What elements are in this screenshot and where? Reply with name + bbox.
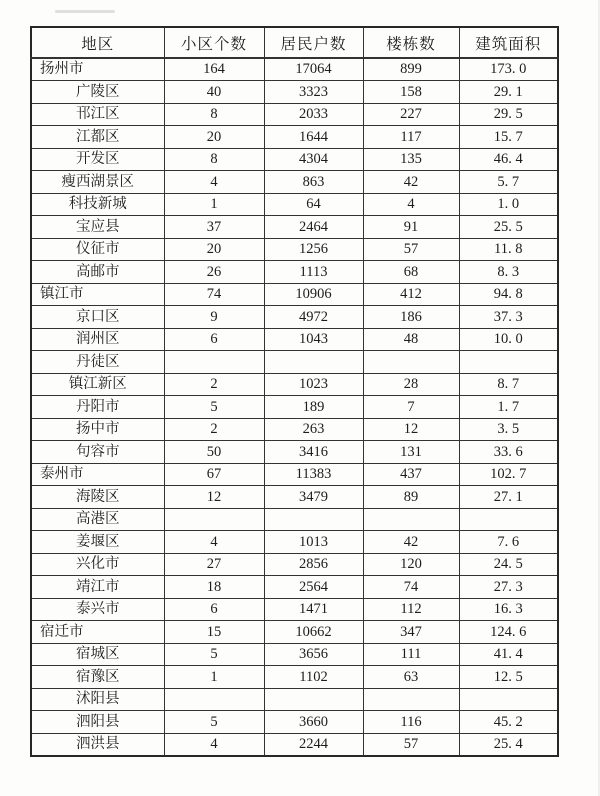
building-count-cell: 112 bbox=[363, 598, 459, 621]
floor-area-cell: 173. 0 bbox=[459, 58, 558, 81]
table-header bbox=[31, 27, 558, 58]
region-name-cell: 丹徒区 bbox=[31, 351, 164, 374]
region-name-cell: 泰兴市 bbox=[31, 598, 164, 621]
building-count-cell: 89 bbox=[363, 486, 459, 509]
table-row bbox=[31, 666, 558, 689]
floor-area-cell: 102. 7 bbox=[459, 463, 558, 486]
table-row bbox=[31, 508, 558, 531]
building-count-cell: 7 bbox=[363, 396, 459, 419]
region-name-cell: 高邮市 bbox=[31, 261, 164, 284]
table-row bbox=[31, 486, 558, 509]
household-count-cell: 2033 bbox=[264, 103, 363, 126]
floor-area-cell: 25. 5 bbox=[459, 216, 558, 239]
table-row bbox=[31, 351, 558, 374]
col-header-floor-area: 建筑面积 bbox=[459, 27, 558, 58]
building-count-cell: 412 bbox=[363, 283, 459, 306]
floor-area-cell: 8. 3 bbox=[459, 261, 558, 284]
building-count-cell: 899 bbox=[363, 58, 459, 81]
floor-area-cell: 11. 8 bbox=[459, 238, 558, 261]
col-header-community-count: 小区个数 bbox=[164, 27, 264, 58]
floor-area-cell: 45. 2 bbox=[459, 711, 558, 734]
community-count-cell: 15 bbox=[164, 621, 264, 644]
region-name-cell: 海陵区 bbox=[31, 486, 164, 509]
region-name-cell: 宿迁市 bbox=[31, 621, 164, 644]
region-name-cell: 开发区 bbox=[31, 148, 164, 171]
building-count-cell: 227 bbox=[363, 103, 459, 126]
building-count-cell: 74 bbox=[363, 576, 459, 599]
floor-area-cell: 8. 7 bbox=[459, 373, 558, 396]
region-name-cell: 姜堰区 bbox=[31, 531, 164, 554]
table-row bbox=[31, 441, 558, 464]
table-row bbox=[31, 171, 558, 194]
floor-area-cell bbox=[459, 688, 558, 711]
household-count-cell: 3323 bbox=[264, 81, 363, 104]
community-count-cell bbox=[164, 351, 264, 374]
community-count-cell: 27 bbox=[164, 553, 264, 576]
floor-area-cell: 7. 6 bbox=[459, 531, 558, 554]
floor-area-cell: 29. 5 bbox=[459, 103, 558, 126]
household-count-cell: 2464 bbox=[264, 216, 363, 239]
household-count-cell: 4304 bbox=[264, 148, 363, 171]
table-row bbox=[31, 328, 558, 351]
household-count-cell: 3656 bbox=[264, 643, 363, 666]
household-count-cell: 11383 bbox=[264, 463, 363, 486]
community-count-cell: 4 bbox=[164, 171, 264, 194]
region-name-cell: 兴化市 bbox=[31, 553, 164, 576]
table-row bbox=[31, 531, 558, 554]
building-count-cell: 120 bbox=[363, 553, 459, 576]
region-name-cell: 高港区 bbox=[31, 508, 164, 531]
table-row bbox=[31, 733, 558, 756]
table-body bbox=[31, 58, 558, 756]
community-count-cell: 20 bbox=[164, 238, 264, 261]
community-count-cell: 5 bbox=[164, 643, 264, 666]
region-name-cell: 镇江市 bbox=[31, 283, 164, 306]
table-row bbox=[31, 598, 558, 621]
building-count-cell: 135 bbox=[363, 148, 459, 171]
floor-area-cell bbox=[459, 508, 558, 531]
community-count-cell: 5 bbox=[164, 396, 264, 419]
col-header-region: 地区 bbox=[31, 27, 164, 58]
household-count-cell: 3479 bbox=[264, 486, 363, 509]
floor-area-cell: 37. 3 bbox=[459, 306, 558, 329]
table-row bbox=[31, 643, 558, 666]
floor-area-cell: 27. 3 bbox=[459, 576, 558, 599]
floor-area-cell: 41. 4 bbox=[459, 643, 558, 666]
household-count-cell: 1113 bbox=[264, 261, 363, 284]
floor-area-cell: 46. 4 bbox=[459, 148, 558, 171]
building-count-cell: 12 bbox=[363, 418, 459, 441]
region-name-cell: 镇江新区 bbox=[31, 373, 164, 396]
table-row bbox=[31, 688, 558, 711]
floor-area-cell bbox=[459, 351, 558, 374]
table-row bbox=[31, 283, 558, 306]
household-count-cell: 1043 bbox=[264, 328, 363, 351]
community-count-cell: 20 bbox=[164, 126, 264, 149]
building-count-cell bbox=[363, 688, 459, 711]
building-count-cell: 437 bbox=[363, 463, 459, 486]
building-count-cell: 57 bbox=[363, 733, 459, 756]
table-row bbox=[31, 126, 558, 149]
community-count-cell bbox=[164, 688, 264, 711]
header-row bbox=[31, 27, 558, 58]
table-row bbox=[31, 576, 558, 599]
building-count-cell: 68 bbox=[363, 261, 459, 284]
building-count-cell: 347 bbox=[363, 621, 459, 644]
household-count-cell: 2244 bbox=[264, 733, 363, 756]
community-count-cell: 67 bbox=[164, 463, 264, 486]
region-name-cell: 宝应县 bbox=[31, 216, 164, 239]
region-name-cell: 瘦西湖景区 bbox=[31, 171, 164, 194]
floor-area-cell: 16. 3 bbox=[459, 598, 558, 621]
household-count-cell: 1256 bbox=[264, 238, 363, 261]
floor-area-cell: 29. 1 bbox=[459, 81, 558, 104]
building-count-cell: 111 bbox=[363, 643, 459, 666]
household-count-cell: 863 bbox=[264, 171, 363, 194]
building-count-cell: 117 bbox=[363, 126, 459, 149]
region-statistics-table bbox=[30, 26, 559, 757]
community-count-cell: 18 bbox=[164, 576, 264, 599]
table-row bbox=[31, 306, 558, 329]
household-count-cell: 189 bbox=[264, 396, 363, 419]
household-count-cell: 1023 bbox=[264, 373, 363, 396]
community-count-cell: 50 bbox=[164, 441, 264, 464]
region-name-cell: 广陵区 bbox=[31, 81, 164, 104]
region-name-cell: 泗阳县 bbox=[31, 711, 164, 734]
building-count-cell: 48 bbox=[363, 328, 459, 351]
scan-artifact bbox=[55, 10, 115, 13]
building-count-cell: 91 bbox=[363, 216, 459, 239]
floor-area-cell: 124. 6 bbox=[459, 621, 558, 644]
table-row bbox=[31, 261, 558, 284]
region-name-cell: 句容市 bbox=[31, 441, 164, 464]
table-row bbox=[31, 463, 558, 486]
table-row bbox=[31, 216, 558, 239]
building-count-cell: 42 bbox=[363, 171, 459, 194]
building-count-cell: 186 bbox=[363, 306, 459, 329]
floor-area-cell: 15. 7 bbox=[459, 126, 558, 149]
region-name-cell: 宿城区 bbox=[31, 643, 164, 666]
building-count-cell: 116 bbox=[363, 711, 459, 734]
community-count-cell: 2 bbox=[164, 418, 264, 441]
building-count-cell: 63 bbox=[363, 666, 459, 689]
region-name-cell: 扬中市 bbox=[31, 418, 164, 441]
community-count-cell: 5 bbox=[164, 711, 264, 734]
floor-area-cell: 10. 0 bbox=[459, 328, 558, 351]
household-count-cell: 1644 bbox=[264, 126, 363, 149]
floor-area-cell: 27. 1 bbox=[459, 486, 558, 509]
floor-area-cell: 94. 8 bbox=[459, 283, 558, 306]
table-row bbox=[31, 373, 558, 396]
community-count-cell: 6 bbox=[164, 598, 264, 621]
building-count-cell: 57 bbox=[363, 238, 459, 261]
region-name-cell: 润州区 bbox=[31, 328, 164, 351]
community-count-cell: 12 bbox=[164, 486, 264, 509]
community-count-cell: 4 bbox=[164, 531, 264, 554]
region-name-cell: 靖江市 bbox=[31, 576, 164, 599]
region-name-cell: 邗江区 bbox=[31, 103, 164, 126]
household-count-cell: 1102 bbox=[264, 666, 363, 689]
table-row bbox=[31, 193, 558, 216]
region-name-cell: 江都区 bbox=[31, 126, 164, 149]
community-count-cell: 6 bbox=[164, 328, 264, 351]
building-count-cell: 4 bbox=[363, 193, 459, 216]
household-count-cell: 2564 bbox=[264, 576, 363, 599]
household-count-cell: 1013 bbox=[264, 531, 363, 554]
community-count-cell: 164 bbox=[164, 58, 264, 81]
community-count-cell: 8 bbox=[164, 103, 264, 126]
household-count-cell: 2856 bbox=[264, 553, 363, 576]
household-count-cell: 263 bbox=[264, 418, 363, 441]
region-name-cell: 泰州市 bbox=[31, 463, 164, 486]
table-row bbox=[31, 81, 558, 104]
household-count-cell bbox=[264, 351, 363, 374]
region-name-cell: 沭阳县 bbox=[31, 688, 164, 711]
household-count-cell: 10906 bbox=[264, 283, 363, 306]
region-name-cell: 京口区 bbox=[31, 306, 164, 329]
household-count-cell: 10662 bbox=[264, 621, 363, 644]
household-count-cell: 3416 bbox=[264, 441, 363, 464]
community-count-cell: 40 bbox=[164, 81, 264, 104]
community-count-cell: 26 bbox=[164, 261, 264, 284]
table-row bbox=[31, 553, 558, 576]
table-row bbox=[31, 58, 558, 81]
table-row bbox=[31, 148, 558, 171]
community-count-cell: 1 bbox=[164, 193, 264, 216]
region-name-cell: 仪征市 bbox=[31, 238, 164, 261]
household-count-cell: 64 bbox=[264, 193, 363, 216]
floor-area-cell: 24. 5 bbox=[459, 553, 558, 576]
building-count-cell bbox=[363, 508, 459, 531]
building-count-cell: 28 bbox=[363, 373, 459, 396]
community-count-cell: 74 bbox=[164, 283, 264, 306]
table-row bbox=[31, 396, 558, 419]
community-count-cell: 8 bbox=[164, 148, 264, 171]
building-count-cell: 158 bbox=[363, 81, 459, 104]
col-header-household-count: 居民户数 bbox=[264, 27, 363, 58]
building-count-cell bbox=[363, 351, 459, 374]
community-count-cell: 37 bbox=[164, 216, 264, 239]
building-count-cell: 42 bbox=[363, 531, 459, 554]
household-count-cell: 1471 bbox=[264, 598, 363, 621]
region-name-cell: 科技新城 bbox=[31, 193, 164, 216]
table-row bbox=[31, 103, 558, 126]
floor-area-cell: 33. 6 bbox=[459, 441, 558, 464]
household-count-cell bbox=[264, 508, 363, 531]
floor-area-cell: 1. 7 bbox=[459, 396, 558, 419]
community-count-cell: 9 bbox=[164, 306, 264, 329]
floor-area-cell: 25. 4 bbox=[459, 733, 558, 756]
building-count-cell: 131 bbox=[363, 441, 459, 464]
region-name-cell: 丹阳市 bbox=[31, 396, 164, 419]
table-row bbox=[31, 711, 558, 734]
table-row bbox=[31, 621, 558, 644]
floor-area-cell: 1. 0 bbox=[459, 193, 558, 216]
household-count-cell: 4972 bbox=[264, 306, 363, 329]
household-count-cell: 17064 bbox=[264, 58, 363, 81]
floor-area-cell: 3. 5 bbox=[459, 418, 558, 441]
community-count-cell bbox=[164, 508, 264, 531]
floor-area-cell: 12. 5 bbox=[459, 666, 558, 689]
region-name-cell: 宿豫区 bbox=[31, 666, 164, 689]
community-count-cell: 2 bbox=[164, 373, 264, 396]
col-header-building-count: 楼栋数 bbox=[363, 27, 459, 58]
region-name-cell: 泗洪县 bbox=[31, 733, 164, 756]
region-name-cell: 扬州市 bbox=[31, 58, 164, 81]
community-count-cell: 4 bbox=[164, 733, 264, 756]
community-count-cell: 1 bbox=[164, 666, 264, 689]
household-count-cell: 3660 bbox=[264, 711, 363, 734]
table-row bbox=[31, 418, 558, 441]
table-row bbox=[31, 238, 558, 261]
household-count-cell bbox=[264, 688, 363, 711]
floor-area-cell: 5. 7 bbox=[459, 171, 558, 194]
